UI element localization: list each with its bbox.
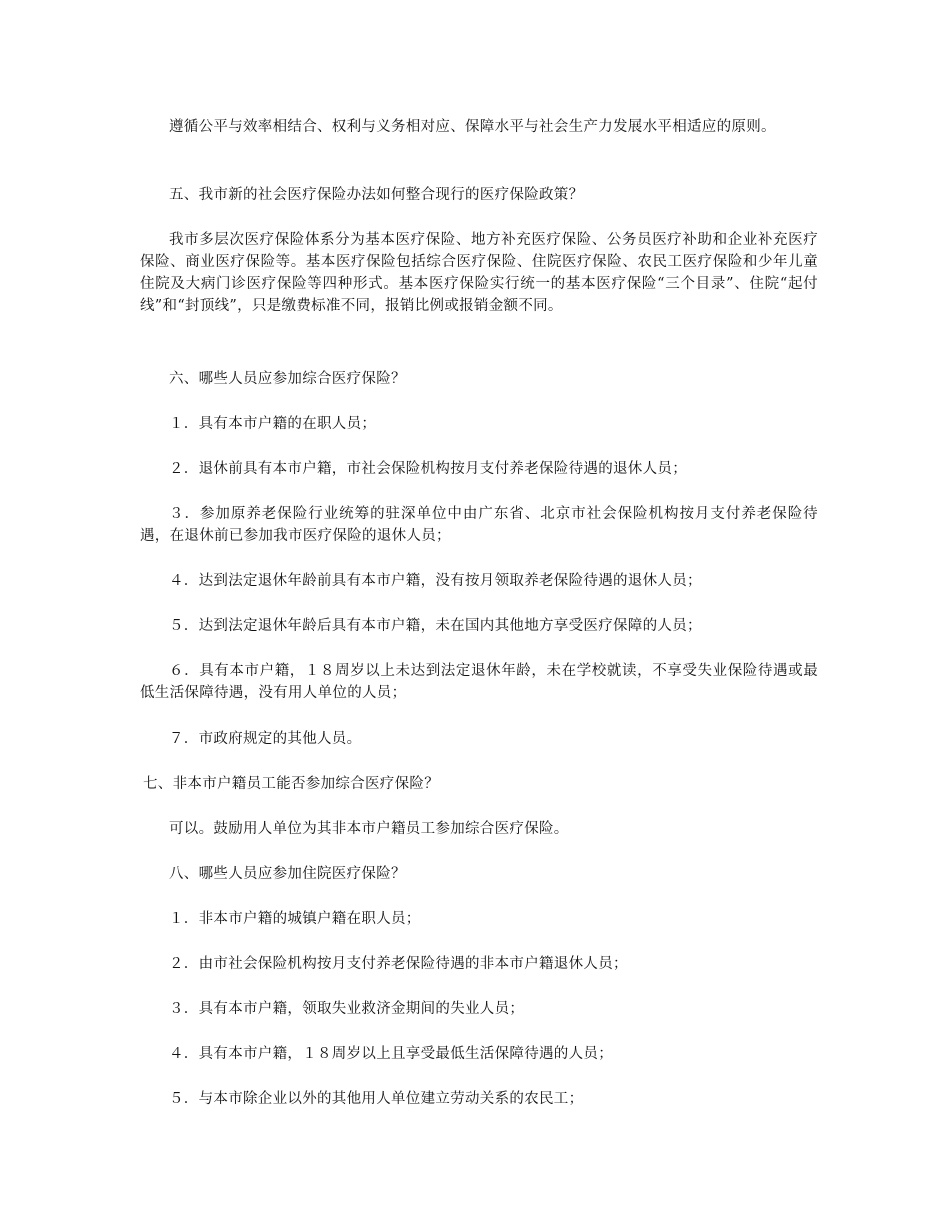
heading-q8: 八、哪些人员应参加住院医疗保险？ [169, 866, 406, 882]
list-item-q8-4: ４．具有本市户籍，１８周岁以上且享受最低生活保障待遇的人员； [169, 1046, 613, 1062]
paragraph-principle: 遵循公平与效率相结合、权利与义务相对应、保障水平与社会生产力发展水平相适应的原则。 [169, 119, 776, 135]
list-item-q6-5: ５．达到法定退休年龄后具有本市户籍，未在国内其他地方享受医疗保障的人员； [169, 618, 702, 634]
list-item-q6-7: ７．市政府规定的其他人员。 [169, 731, 362, 747]
list-item-q6-3: ３．参加原养老保险行业统筹的驻深单位中由广东省、北京市社会保险机构按月支付养老保险待遇，在退休前已参加我市医疗保险的退休人员； [140, 506, 818, 544]
heading-q5: 五、我市新的社会医疗保险办法如何整合现行的医疗保险政策？ [169, 187, 584, 203]
list-item-q8-3: ３．具有本市户籍，领取失业救济金期间的失业人员； [169, 1001, 525, 1017]
paragraph-q7-answer: 可以。鼓励用人单位为其非本市户籍员工参加综合医疗保险。 [169, 821, 569, 837]
list-item-q6-4: ４．达到法定退休年龄前具有本市户籍，没有按月领取养老保险待遇的退休人员； [169, 573, 702, 589]
list-item-q6-6: ６．具有本市户籍，１８周岁以上未达到法定退休年龄，未在学校就读，不享受失业保险待遇或最低生活保障待遇，没有用人单位的人员； [140, 663, 818, 701]
list-item-q8-5: ５．与本市除企业以外的其他用人单位建立劳动关系的农民工； [169, 1091, 584, 1107]
list-item-q6-1: １．具有本市户籍的在职人员； [169, 416, 377, 432]
list-item-q8-1: １．非本市户籍的城镇户籍在职人员； [169, 911, 421, 927]
list-item-q8-2: ２．由市社会保险机构按月支付养老保险待遇的非本市户籍退休人员； [169, 956, 628, 972]
paragraph-q5-answer: 我市多层次医疗保险体系分为基本医疗保险、地方补充医疗保险、公务员医疗补助和企业补充医疗保险、商业医疗保险等。基本医疗保险包括综合医疗保险、住院医疗保险、农民工医疗保险和少年儿童住院及大病门诊医疗保险等四种形式。基本医疗保险实行统一的基本医疗保险“三个目录”、住院“起付线”和“封顶线”，只是缴费标准不同，报销比例或报销金额不同。 [140, 232, 818, 314]
list-item-q6-2: ２．退休前具有本市户籍，市社会保险机构按月支付养老保险待遇的退休人员； [169, 461, 687, 477]
heading-q7: 七、非本市户籍员工能否参加综合医疗保险？ [143, 776, 439, 792]
heading-q6: 六、哪些人员应参加综合医疗保险？ [169, 371, 406, 387]
